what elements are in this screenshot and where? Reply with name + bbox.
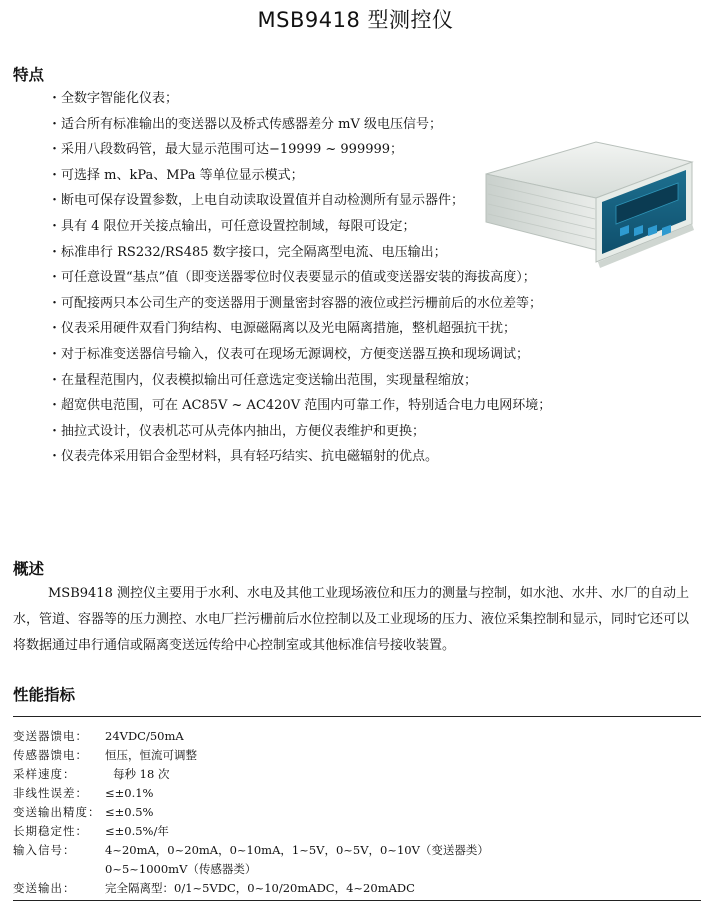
feature-item: ・对于标准变送器信号输入，仪表可在现场无源调校，方便变送器互换和现场调试；	[48, 346, 530, 362]
spec-value: 4~20mA，0~20mA，0~10mA，1~5V，0~5V，0~10V（变送器类）	[105, 843, 489, 857]
spec-label: 变送输出精度：	[13, 805, 101, 819]
spec-label: 长期稳定性：	[13, 824, 88, 838]
feature-item: ・具有 4 限位开关接点输出，可任意设置控制域，每限可设定；	[48, 218, 416, 234]
spec-row	[13, 841, 701, 860]
feature-item: ・可配接两只本公司生产的变送器用于测量密封容器的液位或拦污栅前后的水位差等；	[48, 295, 543, 311]
feature-item: ・采用八段数码管，最大显示范围可达−19999 ~ 999999；	[48, 142, 404, 158]
spec-label: 传感器馈电：	[13, 748, 88, 762]
spec-row	[13, 879, 701, 898]
spec-value: 24VDC/50mA	[105, 729, 184, 743]
spec-row	[13, 727, 701, 746]
feature-item: ・断电可保存设置参数，上电自动读取设置值并自动检测所有显示器件；	[48, 193, 465, 209]
feature-item: ・在量程范围内，仪表模拟输出可任意选定变送输出范围，实现量程缩放；	[48, 372, 478, 388]
feature-item: ・仪表采用硬件双看门狗结构、电源磁隔离以及光电隔离措施，整机超强抗干扰；	[48, 321, 517, 337]
specs-table	[13, 716, 701, 901]
spec-label: 输入信号：	[13, 843, 76, 857]
spec-row	[13, 803, 701, 822]
spec-label	[13, 860, 105, 879]
spec-label: 采样速度：	[13, 767, 76, 781]
feature-item: ・可选择 m、kPa、MPa 等单位显示模式；	[48, 167, 304, 183]
specs-heading: 性能指标	[13, 686, 76, 704]
spec-value: ≤±0.1%	[105, 786, 154, 800]
overview-heading: 概述	[13, 560, 45, 578]
spec-row	[13, 784, 701, 803]
feature-item: ・适合所有标准输出的变送器以及桥式传感器差分 mV 级电压信号；	[48, 116, 442, 132]
device-photo	[478, 128, 700, 268]
feature-item: ・全数字智能化仪表；	[48, 91, 179, 106]
spec-value: 0~5~1000mV（传感器类）	[105, 862, 257, 876]
spec-label: 变送器馈电：	[13, 729, 88, 743]
spec-value: ≤±0.5%/年	[105, 824, 169, 838]
feature-item: ・可任意设置“基点”值（即变送器零位时仪表要显示的值或变送器安装的海拔高度）；	[48, 270, 536, 286]
spec-value: 恒压，恒流可调整	[105, 748, 197, 762]
feature-item: ・超宽供电范围，可在 AC85V ~ AC420V 范围内可靠工作，特别适合电力电网环境；	[48, 398, 552, 414]
features-heading: 特点	[13, 66, 45, 84]
spec-label: 变送输出：	[13, 881, 76, 895]
feature-item: ・抽拉式设计，仪表机芯可从壳体内抽出，方便仪表维护和更换；	[48, 423, 426, 439]
spec-row	[13, 822, 701, 841]
spec-row	[13, 746, 701, 765]
spec-label: 非线性误差：	[13, 786, 88, 800]
spec-value: ≤±0.5%	[105, 805, 154, 819]
feature-item: ・仪表壳体采用铝合金型材料，具有轻巧结实、抗电磁辐射的优点。	[48, 449, 439, 465]
spec-row	[13, 765, 701, 784]
feature-item: ・标准串行 RS232/RS485 数字接口，完全隔离型电流、电压输出；	[48, 244, 447, 260]
overview-paragraph: MSB9418 测控仪主要用于水利、水电及其他工业现场液位和压力的测量与控制，如水池、水井、水厂的自动上水，管道、容器等的压力测控、水电厂拦污栅前后水位控制以及工业现场的压力、液位采集控制和显示，同时它还可以将数据通过串行通信或隔离变送远传给中心控制室或其他标准信号接收装置。	[13, 586, 690, 653]
spec-row	[13, 860, 701, 879]
spec-value: 完全隔离型：0/1~5VDC，0~10/20mADC，4~20mADC	[105, 881, 415, 895]
spec-value: 每秒 18 次	[113, 767, 170, 781]
page-title: MSB9418 型测控仪	[257, 8, 454, 32]
